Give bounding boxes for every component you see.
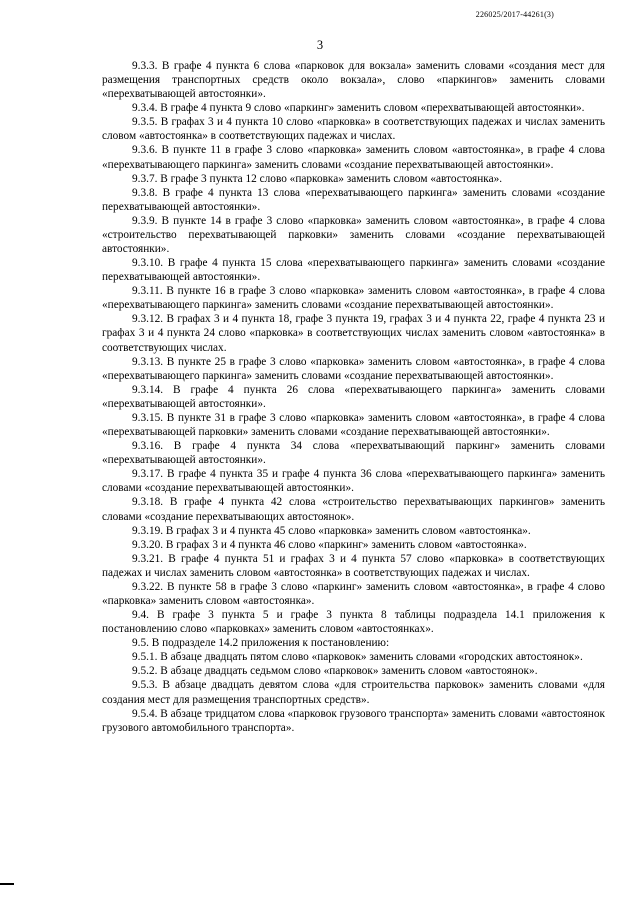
paragraph-9-3-3: 9.3.3. В графе 4 пункта 6 слова «парковок для вокзала» заменить словами «создания мест для размещения транспортных средств около вокзала», слово «паркингов» заменить словами «перехватывающей автостоянки». [102,60,605,101]
scan-edge-mark [0,883,14,885]
paragraph-9-3-14: 9.3.14. В графе 4 пункта 26 слова «перехватывающего паркинга» заменить словами «перехватывающей автостоянки». [102,383,605,410]
paragraph-9-3-13: 9.3.13. В пункте 25 в графе 3 слово «парковка» заменить словом «автостоянка», в графе 4 слова «перехватывающего паркинга» заменить словами «создание перехватывающей автостоянки». [102,355,605,382]
paragraph-9-3-6: 9.3.6. В пункте 11 в графе 3 слово «парковка» заменить словом «автостоянка», в графе 4 слова «перехватывающего паркинга» заменить словами «создание перехватывающей автостоянки». [102,144,605,171]
paragraph-9-5-1: 9.5.1. В абзаце двадцать пятом слово «парковок» заменить словами «городских автостоянок». [132,651,583,664]
paragraph-9-3-21: 9.3.21. В графе 4 пункта 51 и графах 3 и 4 пункта 57 слово «парковка» в соответствующих падежах и числах заменить словом «автостоянка» в соответствующих падежах и числах. [102,552,605,579]
paragraph-9-3-10: 9.3.10. В графе 4 пункта 15 слова «перехватывающего паркинга» заменить словами «создание перехватывающей автостоянки». [102,257,605,284]
paragraph-9-3-12: 9.3.12. В графах 3 и 4 пункта 18, графе 3 пункта 19, графах 3 и 4 пункта 22, графе 4 пункта 23 и графах 3 и 4 пункта 24 слово «парковка» в соответствующих числах заменить словом «автостоянка» в соответствующих числах. [102,313,605,354]
paragraph-9-3-9: 9.3.9. В пункте 14 в графе 3 слово «парковка» заменить словом «автостоянка», в графе 4 слова «строительство перехватывающей парковки» заменить словами «создание перехватывающей автостоянки». [102,214,605,256]
paragraph-9-5-4: 9.5.4. В абзаце тридцатом слова «парковок грузового транспорта» заменить словами «автостоянок грузового автомобильного транспорта». [102,707,605,734]
paragraph-9-3-22: 9.3.22. В пункте 58 в графе 3 слово «паркинг» заменить словом «автостоянка», в графе 4 слово «парковка» заменить словом «автостоянка». [102,580,605,607]
page-number: 3 [316,38,324,52]
paragraph-9-3-11: 9.3.11. В пункте 16 в графе 3 слово «парковка» заменить словом «автостоянка», в графе 4 слова «перехватывающего паркинга» заменить словами «создание перехватывающей автостоянки». [102,285,605,312]
paragraph-9-3-19: 9.3.19. В графах 3 и 4 пункта 45 слово «парковка» заменить словом «автостоянка». [132,524,531,537]
paragraph-9-3-16: 9.3.16. В графе 4 пункта 34 слова «перехватывающий паркинг» заменить словами «перехватывающей автостоянки». [102,440,605,467]
paragraph-9-3-7: 9.3.7. В графе 3 пункта 12 слово «парковка» заменить словом «автостоянка». [132,172,503,185]
paragraph-9-4: 9.4. В графе 3 пункта 5 и графе 3 пункта 8 таблицы подраздела 14.1 приложения к постановлению слово «парковках» заменить словом «автостоянках». [102,609,605,636]
paragraph-9-3-18: 9.3.18. В графе 4 пункта 42 слова «строительство перехватывающих паркингов» заменить словами «создание перехватывающих автостоянок». [102,496,605,523]
paragraph-9-3-5: 9.3.5. В графах 3 и 4 пункта 10 слово «парковка» в соответствующих падежах и числах заменить словом «автостоянка» в соответствующих падежах и числах. [102,116,605,143]
paragraph-9-3-15: 9.3.15. В пункте 31 в графе 3 слово «парковка» заменить словом «автостоянка», в графе 4 слова «перехватывающей парковки» заменить словами «создание перехватывающей автостоянки». [102,411,605,439]
paragraph-9-3-8: 9.3.8. В графе 4 пункта 13 слова «перехватывающего паркинга» заменить словами «создание перехватывающей автостоянки». [102,186,605,213]
paragraph-9-3-4: 9.3.4. В графе 4 пункта 9 слово «паркинг» заменить словом «перехватывающей автостоянки». [132,102,585,115]
paragraph-9-3-20: 9.3.20. В графах 3 и 4 пункта 46 слово «паркинг» заменить словом «автостоянка». [132,538,527,551]
paragraph-9-5: 9.5. В подразделе 14.2 приложения к постановлению: [132,637,390,650]
paragraph-9-5-2: 9.5.2. В абзаце двадцать седьмом слово «парковок» заменить словом «автостоянок». [132,665,538,678]
document-id: 226025/2017-44261(3) [475,10,554,19]
document-body [102,59,605,735]
paragraph-9-3-17: 9.3.17. В графе 4 пункта 35 и графе 4 пункта 36 слова «перехватывающего паркинга» заменить словами «создание перехватывающей автостоянки». [102,468,605,495]
paragraph-9-5-3: 9.5.3. В абзаце двадцать девятом слова «для строительства парковок» заменить словами «для создания мест для размещения транспортных средств». [102,679,605,706]
